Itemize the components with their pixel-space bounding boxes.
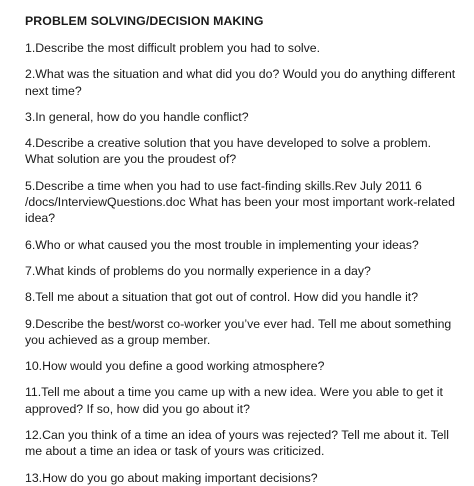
question-item-8: 8.Tell me about a situation that got out of control. How did you handle it? [25, 290, 419, 305]
question-item-10: 10.How would you define a good working atmosphere? [25, 359, 325, 374]
question-item-1: 1.Describe the most difficult problem you had to solve. [25, 41, 321, 55]
question-item-6: 6.Who or what caused you the most trouble in implementing your ideas? [25, 237, 419, 252]
question-item-13: 13.How do you go about making important decisions? [25, 470, 318, 485]
question-item-12: 12.Can you think of a time an idea of yours was rejected? Tell me about it. Tell me about a time an idea or task of yours was criticized. [25, 428, 450, 459]
question-item-3: 3.In general, how do you handle conflict? [25, 109, 249, 124]
question-item-5: 5.Describe a time when you had to use fact-finding skills.Rev July 2011 6 /docs/InterviewQuestions.doc What has been your most important work-related idea? [25, 178, 455, 226]
question-item-11: 11.Tell me about a time you came up with a new idea. Were you able to get it approved? If so, how did you go about it? [25, 385, 443, 416]
question-item-4: 4.Describe a creative solution that you have developed to solve a problem. What solution are you the proudest of? [25, 136, 432, 167]
question-list [25, 40, 462, 486]
question-item-9: 9.Describe the best/worst co-worker you’ve ever had. Tell me about something you achieved as a group member. [25, 316, 452, 347]
question-item-2: 2.What was the situation and what did you do? Would you do anything different next time? [25, 67, 456, 98]
question-item-7: 7.What kinds of problems do you normally experience in a day? [25, 263, 371, 278]
document-title: PROBLEM SOLVING/DECISION MAKING [25, 14, 264, 28]
